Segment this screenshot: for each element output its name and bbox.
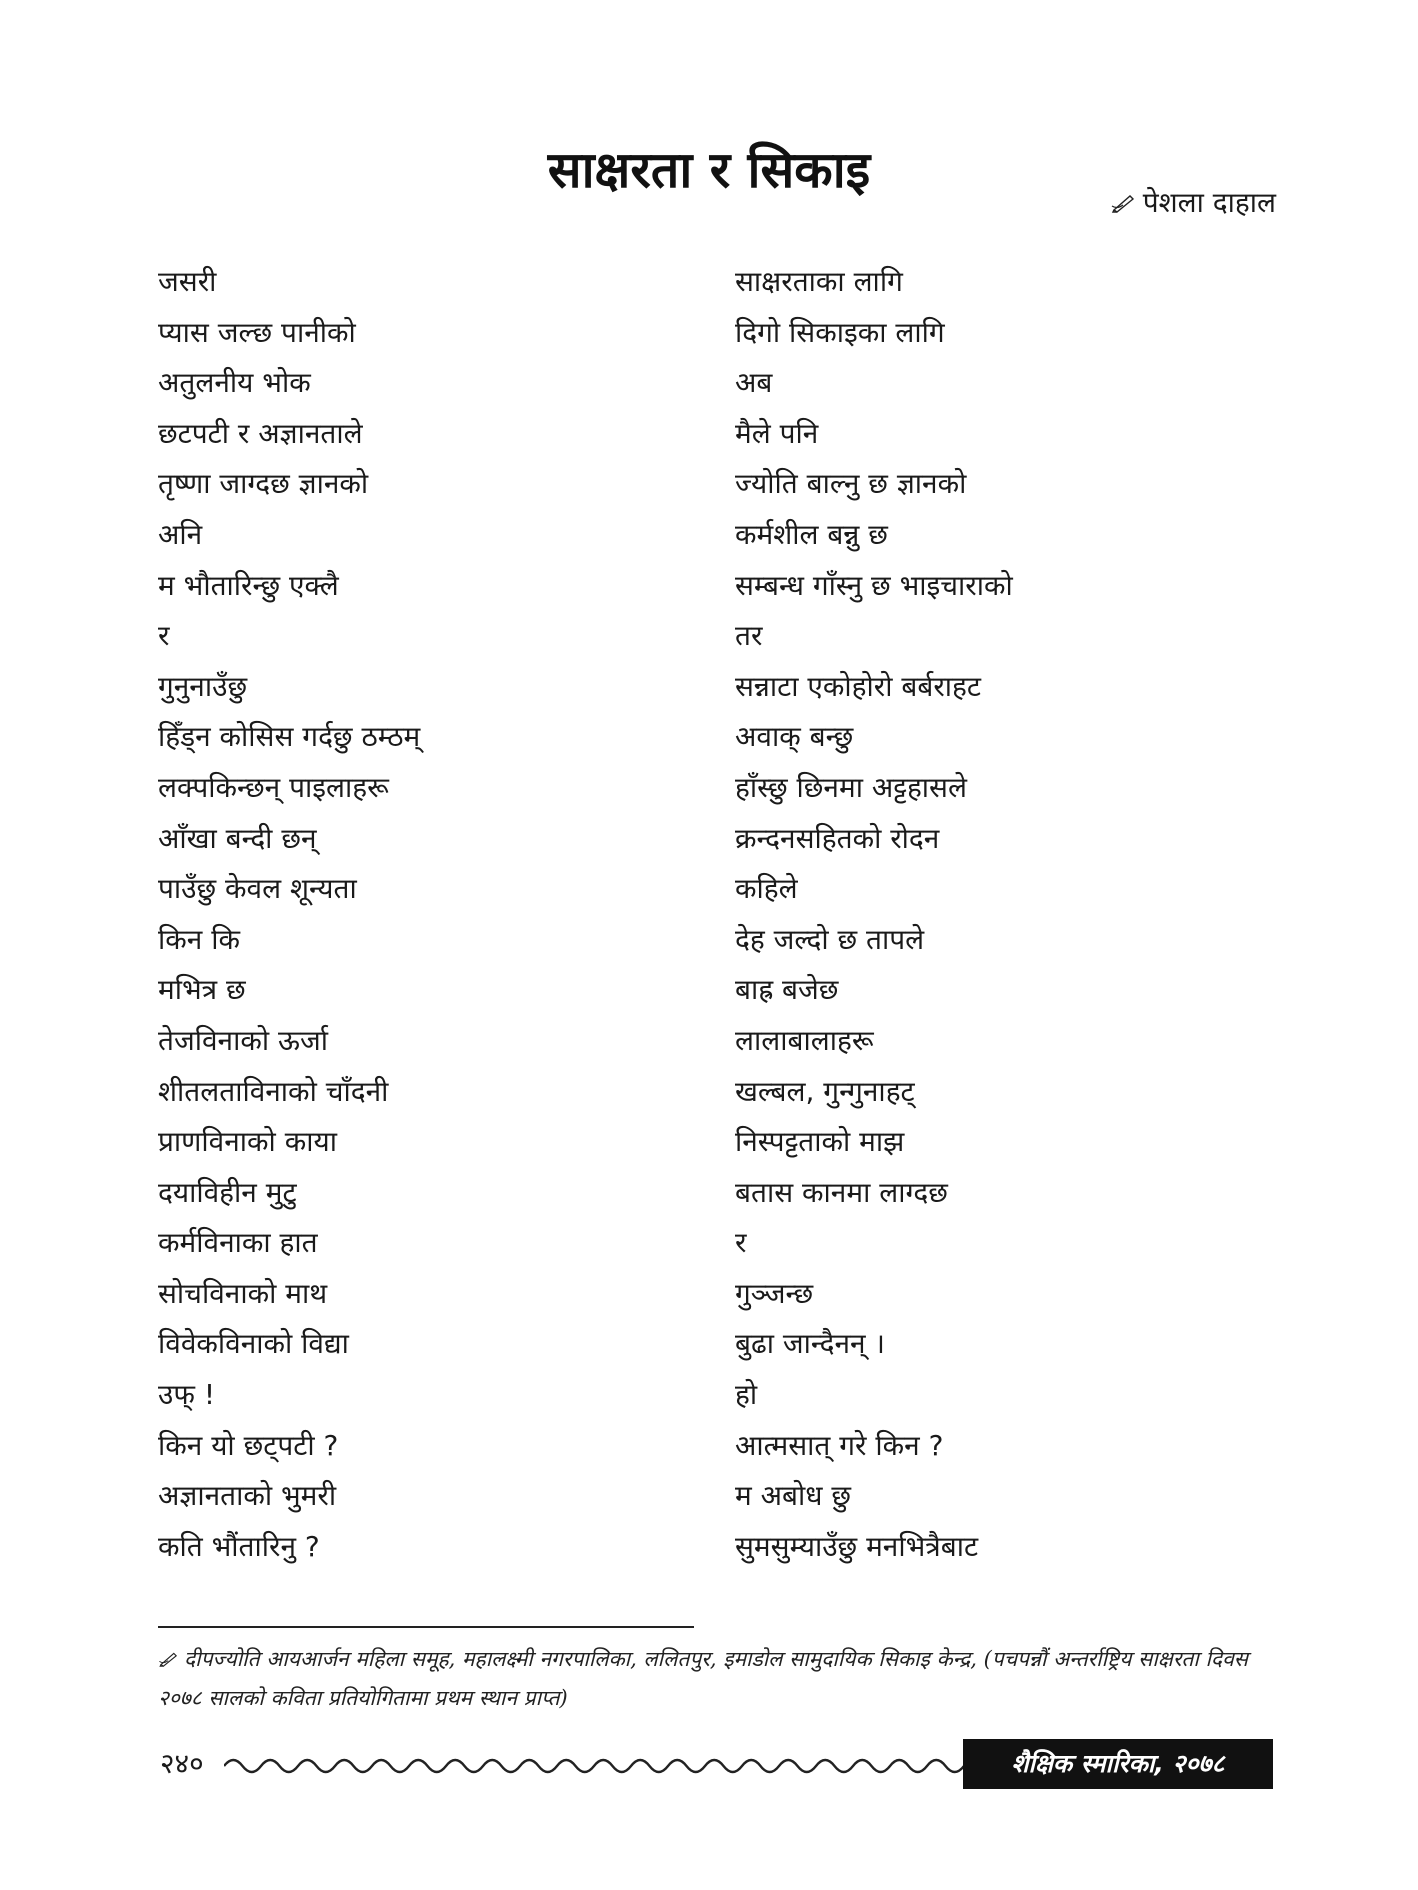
poem-line: कर्मशील बन्नु छ <box>735 517 888 551</box>
poem-line: लालाबालाहरू <box>735 1023 874 1057</box>
poem-line: गुञ्जन्छ <box>735 1276 814 1310</box>
author-name: पेशला दाहाल <box>1142 186 1276 219</box>
poem-line: प्यास जल्छ पानीको <box>158 315 356 349</box>
poem-line: कर्मविनाका हात <box>158 1226 318 1260</box>
page-number: २४० <box>160 1747 204 1780</box>
poem-line: हाँस्छु छिनमा अट्टहासले <box>735 770 967 804</box>
poem-line: सन्नाटा एकोहोरो बर्बराहट <box>735 669 982 703</box>
poem-line: प्राणविनाको काया <box>158 1125 337 1159</box>
poem-line: किन यो छट्पटी ? <box>158 1428 339 1462</box>
journal-title-banner: शैक्षिक स्मारिका, २०७८ <box>963 1739 1273 1789</box>
poem-left-column <box>158 257 420 1572</box>
footnote-divider <box>158 1626 694 1628</box>
poem-line: र <box>158 619 170 653</box>
poem-line: लक्पकिन्छन् पाइलाहरू <box>158 770 389 804</box>
poem-line: र <box>735 1226 747 1260</box>
poem-line: आत्मसात् गरे किन ? <box>735 1428 944 1462</box>
poem-line: ज्योति बाल्नु छ ज्ञानको <box>735 467 967 501</box>
poem-line: पाउँछु केवल शून्यता <box>158 872 357 906</box>
pen-icon <box>158 1651 180 1667</box>
pen-icon <box>1111 193 1137 213</box>
poem-line: सोचविनाको माथ <box>158 1276 328 1310</box>
poem-line: तर <box>735 619 763 653</box>
poem-line: किन कि <box>158 922 240 956</box>
poem-line: क्रन्दनसहितको रोदन <box>735 821 940 855</box>
poem-line: कहिले <box>735 872 798 906</box>
poem-line: बुढा जान्दैनन् । <box>735 1327 886 1361</box>
poem-line: खल्बल, गुन्गुनाहट् <box>735 1074 915 1108</box>
poem-line: हिँड्न कोसिस गर्दछु ठम्ठम् <box>158 720 421 754</box>
poem-line: तृष्णा जाग्दछ ज्ञानको <box>158 467 369 501</box>
poem-line: मैले पनि <box>735 416 819 450</box>
footnote <box>158 1640 1273 1718</box>
poem-line: कति भौंतारिनु ? <box>158 1529 320 1563</box>
poem-right-column <box>735 257 1013 1572</box>
poem-line: दयाविहीन मुटु <box>158 1175 297 1209</box>
poem-line: अतुलनीय भोक <box>158 366 311 400</box>
poem-line: सम्बन्ध गाँस्नु छ भाइचाराको <box>735 568 1013 602</box>
poem-line: तेजविनाको ऊर्जा <box>158 1023 329 1057</box>
poem-line: गुनुनाउँछु <box>158 669 248 703</box>
poem-line: म अबोध छु <box>735 1479 852 1513</box>
poem-line: अनि <box>158 517 203 551</box>
poem-line: विवेकविनाको विद्या <box>158 1327 349 1361</box>
poem-line: मभित्र छ <box>158 973 246 1007</box>
poem-line: अब <box>735 366 773 400</box>
poem-line: सुमसुम्याउँछु मनभित्रैबाट <box>735 1529 979 1563</box>
footnote-text: दीपज्योति आयआर्जन महिला समूह, महालक्ष्मी नगरपालिका, ललितपुर, इमाडोल सामुदायिक सिकाइ केन्द्र, (पचपन्नौं अन्तर्राष्ट्रिय साक्षरता दिवस २०७८ सालको कविता प्रतियोगितामा प्रथम स्थान प्राप्त) <box>158 1647 1248 1710</box>
poem-title: साक्षरता र सिकाइ <box>547 140 871 199</box>
poem-line: दिगो सिकाइका लागि <box>735 315 945 349</box>
poem-line: म भौतारिन्छु एक्लै <box>158 568 339 602</box>
poem-line: उफ् ! <box>158 1378 216 1412</box>
poem-line: शीतलताविनाको चाँदनी <box>158 1074 389 1108</box>
poem-line: आँखा बन्दी छन् <box>158 821 317 855</box>
poem-line: जसरी <box>158 265 217 298</box>
poem-line: साक्षरताका लागि <box>735 265 903 298</box>
poem-line: हो <box>735 1378 758 1412</box>
author-line <box>1111 183 1276 223</box>
poem-line: बतास कानमा लाग्दछ <box>735 1175 948 1209</box>
poem-line: छटपटी र अज्ञानताले <box>158 416 363 450</box>
wave-ornament <box>224 1750 964 1780</box>
poem-line: अवाक् बन्छु <box>735 720 854 754</box>
poem-line: बाह्र बजेछ <box>735 973 839 1007</box>
poem-line: निस्पट्टताको माझ <box>735 1125 905 1159</box>
poem-line: देह जल्दो छ तापले <box>735 922 925 956</box>
poem-line: अज्ञानताको भुमरी <box>158 1479 337 1513</box>
